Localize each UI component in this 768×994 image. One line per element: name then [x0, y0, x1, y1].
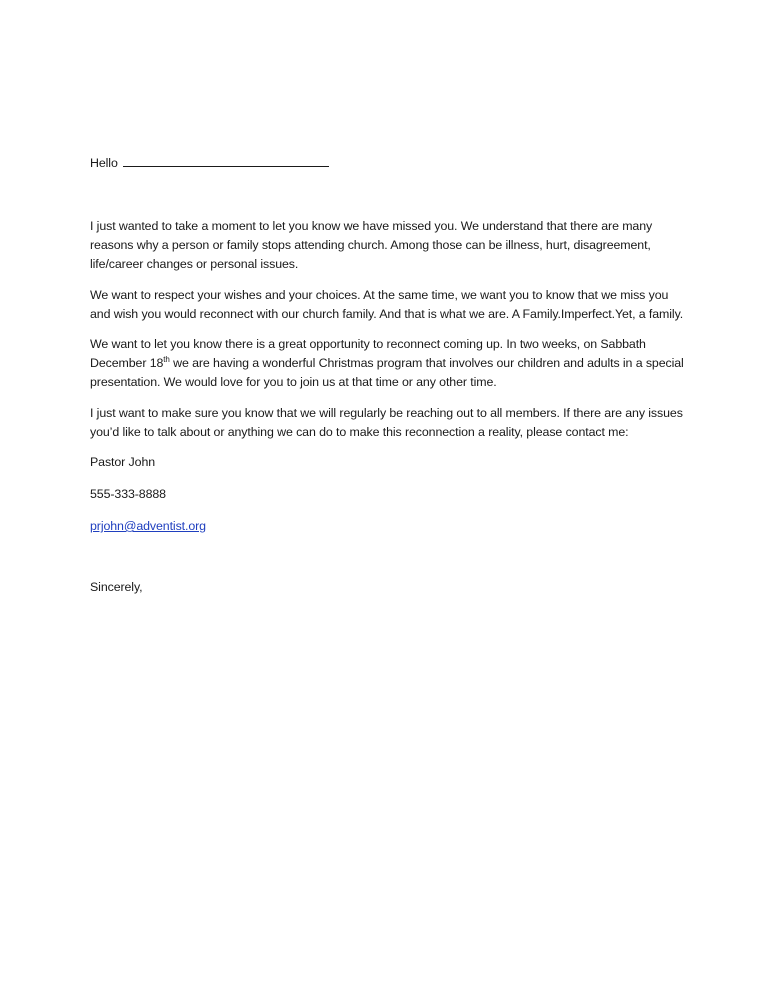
paragraph-respect-wishes: We want to respect your wishes and your choices. At the same time, we want you to know that we miss you and wish you would reconnect with our church family. And that is what we are. A Family.Imperfect.Yet, a family.	[90, 288, 684, 321]
greeting-label: Hello	[90, 156, 118, 170]
closing-line: Sincerely,	[90, 580, 143, 594]
paragraph-missed-you: I just wanted to take a moment to let you know we have missed you. We understand that there are many reasons why a person or family stops attending church. Among those can be illness, hurt, disagreement, life/career changes or personal issues.	[90, 219, 653, 271]
contact-email-line	[90, 517, 690, 536]
letter-body	[90, 154, 690, 597]
paragraph-christmas-program	[90, 335, 690, 392]
contact-name: Pastor John	[90, 455, 156, 469]
contact-phone: 555-333-8888	[90, 487, 166, 501]
recipient-name-blank	[123, 154, 329, 167]
date-ordinal-suffix: th	[163, 354, 170, 364]
contact-email-link[interactable]: prjohn@adventist.org	[90, 519, 206, 533]
greeting-line	[90, 154, 690, 174]
paragraph-christmas-program-end: we are having a wonderful Christmas program that involves our children and adults in a special presentation. We would love for you to join us at that time or any other time.	[90, 356, 684, 389]
paragraph-christmas-program-start: We want to let you know there is a great opportunity to reconnect coming up. In two weeks, on Sabbath December 18	[90, 337, 646, 370]
paragraph-reaching-out: I just want to make sure you know that we will regularly be reaching out to all members. If there are any issues you’d like to talk about or anything we can do to make this reconnection a reality, please contact me:	[90, 406, 683, 439]
